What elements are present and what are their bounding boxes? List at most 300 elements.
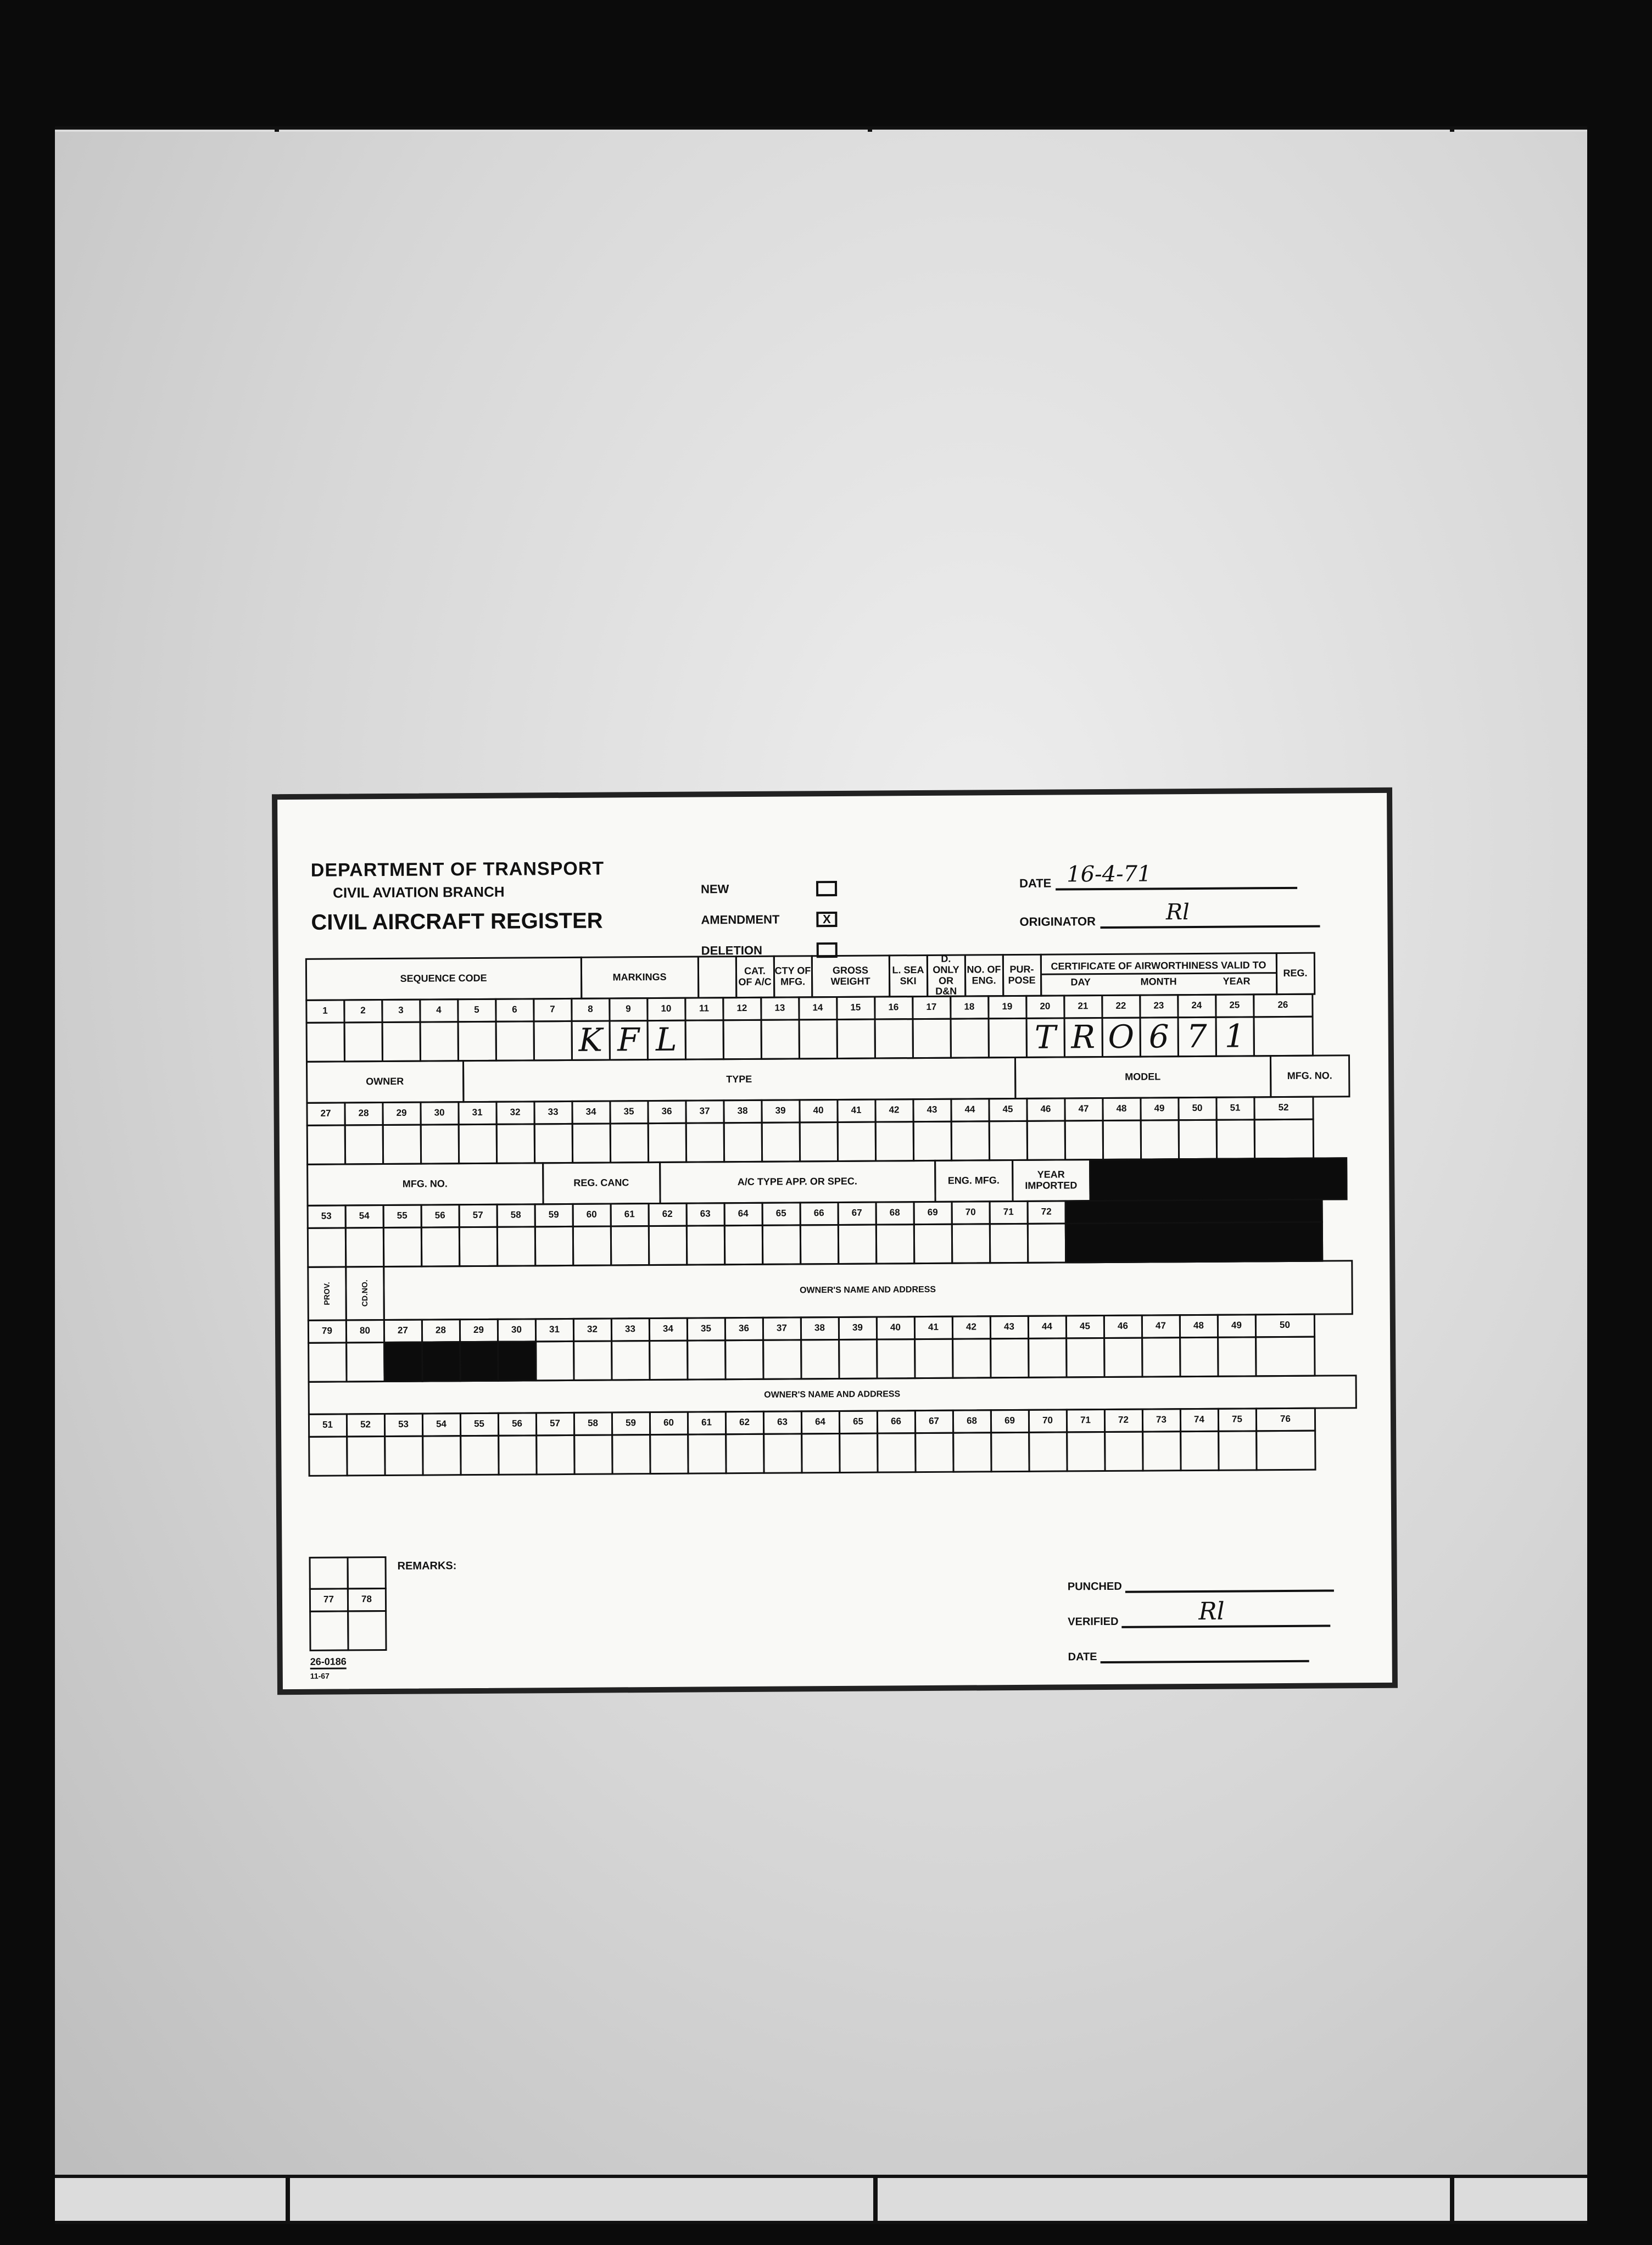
form-number: 26-0186: [310, 1656, 347, 1669]
column-number: 29: [382, 1101, 421, 1125]
cat-header: CAT. OF A/C: [735, 955, 774, 998]
owners-name-address-header-1: OWNER'S NAME AND ADDRESS: [383, 1260, 1353, 1321]
entry-cell[interactable]: [496, 1226, 535, 1266]
entry-cell[interactable]: [952, 1338, 991, 1378]
entry-cell[interactable]: [1064, 1120, 1103, 1160]
column-number: 22: [1101, 994, 1141, 1018]
airworthiness-header: [1040, 952, 1277, 997]
day-header: DAY: [1070, 976, 1091, 988]
d-only-header: D. ONLY OR D&N: [926, 954, 965, 997]
column-number: 21: [1063, 995, 1103, 1019]
entry-cell[interactable]: [495, 1020, 534, 1061]
entry-cell[interactable]: [610, 1225, 649, 1266]
entry-cell[interactable]: [533, 1122, 573, 1163]
entry-cell[interactable]: [306, 1124, 345, 1165]
entry-cell[interactable]: [1179, 1336, 1219, 1377]
column-number: 58: [496, 1203, 535, 1227]
entry-cell[interactable]: O: [1101, 1017, 1141, 1057]
entry-cell[interactable]: [1177, 1119, 1217, 1159]
col-77-number: 77: [309, 1588, 348, 1612]
column-number: 1: [305, 999, 345, 1023]
entry-cell[interactable]: [952, 1432, 992, 1472]
entry-cell[interactable]: [571, 1122, 611, 1163]
year-header: YEAR: [1223, 975, 1251, 987]
punched-line[interactable]: [1125, 1570, 1334, 1593]
entry-cell[interactable]: [1215, 1119, 1255, 1159]
entry-cell[interactable]: [799, 1224, 839, 1264]
entry-cell[interactable]: [723, 1121, 762, 1162]
entry-cell[interactable]: [306, 1227, 346, 1267]
amendment-checkbox[interactable]: [816, 912, 837, 927]
row4-headers: [308, 1260, 1357, 1320]
remarks-values: [310, 1611, 386, 1650]
column-number: 65: [761, 1202, 801, 1226]
entry-cell[interactable]: [1026, 1222, 1066, 1263]
column-number: 71: [1065, 1408, 1105, 1432]
entry-cell[interactable]: [382, 1226, 422, 1267]
column-number: 53: [306, 1204, 346, 1228]
entry-cell[interactable]: K: [571, 1020, 610, 1060]
sequence-code-header: SEQUENCE CODE: [305, 956, 582, 1001]
entry-cell[interactable]: [1253, 1118, 1314, 1159]
entry-cell[interactable]: [1217, 1336, 1257, 1377]
entry-cell[interactable]: [685, 1225, 725, 1265]
entry-cell[interactable]: [877, 1432, 916, 1473]
entry-cell[interactable]: [649, 1433, 689, 1474]
entry-cell[interactable]: [763, 1433, 802, 1473]
entry-cell[interactable]: [420, 1226, 460, 1267]
entry-cell[interactable]: [498, 1434, 537, 1475]
row1-headers: [306, 952, 1355, 1000]
entry-cell[interactable]: [951, 1223, 990, 1264]
date-handwritten: 16-4-71: [1067, 861, 1152, 887]
entry-cell[interactable]: [801, 1432, 840, 1473]
verified-field: [1068, 1591, 1334, 1628]
blacked-out-cell: [497, 1341, 537, 1381]
column-number: 18: [950, 995, 989, 1019]
column-number: 44: [950, 1098, 990, 1122]
column-number: 29: [459, 1318, 498, 1342]
film-frame-bottom-band: [55, 2175, 1587, 2224]
entry-cell[interactable]: [800, 1338, 840, 1379]
amendment-label: AMENDMENT: [701, 912, 780, 927]
column-number: 54: [344, 1204, 384, 1228]
entry-cell[interactable]: [422, 1435, 461, 1476]
entry-cell[interactable]: [836, 1121, 876, 1161]
entry-cell[interactable]: [762, 1339, 802, 1380]
entry-cell[interactable]: [534, 1225, 573, 1266]
column-number: 33: [533, 1100, 573, 1124]
column-number: 14: [798, 996, 838, 1020]
column-number: 27: [383, 1319, 422, 1343]
entry-cell[interactable]: [573, 1340, 612, 1381]
column-number: 68: [875, 1201, 914, 1225]
column-number: 43: [989, 1315, 1029, 1339]
column-number: 66: [876, 1410, 916, 1434]
column-number: 71: [989, 1200, 1028, 1224]
entry-cell[interactable]: [611, 1434, 651, 1475]
new-label: NEW: [701, 882, 729, 896]
amendment-option: [701, 904, 837, 936]
column-number: 61: [687, 1411, 726, 1435]
column-number: 60: [649, 1411, 688, 1435]
column-number: 56: [420, 1204, 460, 1228]
entry-cell[interactable]: [611, 1340, 650, 1381]
entry-cell[interactable]: [1028, 1431, 1068, 1472]
entry-cell[interactable]: [684, 1019, 724, 1060]
bottom-date-label: DATE: [1068, 1651, 1097, 1663]
entry-cell[interactable]: [723, 1224, 763, 1265]
column-number: 49: [1216, 1314, 1256, 1338]
prov-header: PROV.: [307, 1266, 347, 1321]
entry-cell[interactable]: [305, 1021, 345, 1062]
entry-cell[interactable]: [1180, 1430, 1219, 1471]
entry-cell[interactable]: [344, 1124, 383, 1165]
entry-cell[interactable]: [836, 1018, 875, 1059]
card-header: [311, 858, 605, 935]
column-number: 64: [723, 1202, 763, 1226]
column-number: 49: [1140, 1097, 1179, 1121]
entry-cell[interactable]: [913, 1223, 952, 1264]
entry-cell[interactable]: [875, 1224, 914, 1264]
entry-cell[interactable]: [874, 1018, 913, 1059]
column-number: 24: [1177, 993, 1216, 1018]
column-number: 28: [344, 1102, 383, 1126]
model-header: MODEL: [1014, 1055, 1271, 1099]
column-number: 74: [1179, 1408, 1219, 1432]
type-header: TYPE: [462, 1056, 1015, 1102]
entry-cell[interactable]: [685, 1122, 724, 1163]
entry-cell[interactable]: [384, 1435, 423, 1476]
entry-cell[interactable]: [346, 1436, 386, 1476]
column-number: 55: [382, 1204, 422, 1228]
entry-cell[interactable]: 1: [1215, 1016, 1254, 1057]
column-number: 43: [912, 1098, 952, 1122]
form-number-block: [310, 1656, 347, 1680]
column-number: 27: [306, 1102, 345, 1126]
entry-cell[interactable]: [876, 1338, 916, 1379]
column-number: 73: [1141, 1408, 1181, 1432]
entry-cell[interactable]: [989, 1222, 1028, 1263]
column-number: 42: [951, 1315, 991, 1339]
blackout-block-val: [1064, 1221, 1322, 1263]
column-number: 57: [535, 1411, 574, 1436]
originator-field: [1019, 900, 1320, 929]
entry-cell[interactable]: [647, 1122, 687, 1163]
entry-cell[interactable]: [761, 1121, 800, 1162]
entry-cell[interactable]: [495, 1123, 535, 1164]
no-eng-header: NO. OF ENG.: [964, 954, 1003, 997]
entry-cell[interactable]: [725, 1433, 764, 1473]
entry-cell[interactable]: [460, 1434, 499, 1475]
column-number: 46: [1026, 1097, 1065, 1121]
owner-header: OWNER: [305, 1060, 464, 1104]
entry-cell[interactable]: [722, 1019, 762, 1059]
entry-cell[interactable]: [420, 1124, 459, 1164]
column-number: 40: [799, 1098, 838, 1122]
month-header: MONTH: [1140, 976, 1177, 987]
entry-cell[interactable]: [950, 1018, 989, 1058]
sea-ski-header: L. SEA SKI: [888, 954, 928, 997]
register-card: [272, 788, 1398, 1695]
entry-cell[interactable]: [1255, 1336, 1315, 1377]
entry-cell[interactable]: [1253, 1015, 1313, 1057]
punched-label: PUNCHED: [1067, 1580, 1122, 1593]
entry-cell[interactable]: [1102, 1119, 1141, 1160]
column-number: 37: [685, 1099, 724, 1124]
row5-values: [309, 1430, 1358, 1476]
column-number: 55: [459, 1412, 499, 1436]
entry-cell[interactable]: [1218, 1430, 1257, 1471]
col-78-value[interactable]: [347, 1610, 387, 1650]
blacked-out-cell: [421, 1341, 461, 1382]
entry-cell[interactable]: [687, 1339, 726, 1380]
column-number: 59: [534, 1203, 573, 1227]
column-number: 9: [609, 997, 648, 1021]
column-number: 32: [572, 1317, 612, 1342]
entry-cell[interactable]: [1142, 1431, 1181, 1471]
entry-cell[interactable]: [874, 1121, 914, 1161]
entry-cell[interactable]: [572, 1225, 611, 1266]
entry-cell[interactable]: [649, 1339, 688, 1380]
entry-cell[interactable]: [343, 1021, 383, 1062]
mfg-no-header: MFG. NO.: [1269, 1054, 1349, 1098]
ac-type-app-header: A/C TYPE APP. OR SPEC.: [659, 1159, 936, 1204]
entry-cell[interactable]: [912, 1018, 951, 1058]
column-number: 61: [610, 1203, 649, 1227]
column-number: 31: [534, 1317, 574, 1342]
column-number: 52: [1253, 1096, 1314, 1120]
column-number: 62: [648, 1202, 687, 1226]
column-number: 36: [724, 1316, 763, 1341]
remarks-numbers: [310, 1588, 386, 1611]
cty-header: CTY OF MFG.: [773, 955, 812, 998]
column-number: 68: [952, 1409, 991, 1433]
entry-cell[interactable]: [798, 1018, 838, 1059]
column-number: 50: [1177, 1096, 1217, 1120]
column-number: 47: [1141, 1314, 1180, 1338]
column-number: 63: [762, 1410, 802, 1434]
entry-cell[interactable]: [458, 1226, 498, 1266]
column-number: 38: [800, 1316, 839, 1340]
column-number: 31: [457, 1101, 497, 1125]
entry-cell[interactable]: [839, 1432, 878, 1473]
entry-cell[interactable]: [457, 1123, 497, 1164]
entry-cell[interactable]: R: [1063, 1017, 1103, 1058]
entry-cell[interactable]: L: [646, 1019, 686, 1060]
entry-cell[interactable]: [308, 1436, 348, 1476]
column-number: 72: [1103, 1408, 1143, 1432]
column-number: 63: [685, 1202, 725, 1226]
entry-cell[interactable]: [687, 1433, 727, 1474]
entry-cell[interactable]: [760, 1019, 800, 1059]
column-number: 23: [1139, 994, 1179, 1018]
purpose-header: PUR- POSE: [1002, 953, 1041, 996]
bottom-date-line[interactable]: [1100, 1640, 1309, 1663]
entry-cell[interactable]: T: [1025, 1017, 1065, 1058]
blacked-out-cell: [383, 1341, 423, 1382]
column-number: 37: [762, 1316, 801, 1341]
new-option: [701, 873, 837, 905]
verification-block: [1068, 1556, 1335, 1663]
column-number: 33: [610, 1317, 650, 1342]
column-number: 60: [572, 1203, 611, 1227]
entry-cell[interactable]: [382, 1124, 421, 1164]
remarks-top-blank: [309, 1557, 385, 1589]
column-number: 59: [611, 1411, 650, 1436]
entry-cell[interactable]: [988, 1120, 1028, 1160]
row2-headers: [306, 1055, 1355, 1103]
column-number: 30: [496, 1318, 536, 1342]
column-number: 19: [987, 995, 1027, 1019]
entry-cell[interactable]: [838, 1338, 878, 1379]
entry-cell[interactable]: [912, 1120, 952, 1161]
entry-cell[interactable]: [609, 1122, 649, 1163]
punched-field: [1068, 1556, 1334, 1593]
verified-label: VERIFIED: [1068, 1615, 1119, 1628]
bottom-date-field: [1068, 1627, 1334, 1663]
cd-no-header: CD.NO.: [345, 1266, 385, 1321]
originator-handwritten: Rl: [1165, 900, 1190, 925]
entry-cell[interactable]: [950, 1120, 990, 1161]
column-number: 45: [988, 1097, 1028, 1121]
register-grid: [306, 952, 1358, 1476]
column-number: 35: [609, 1100, 649, 1124]
originator-label: ORIGINATOR: [1019, 914, 1096, 929]
verified-handwritten: Rl: [1198, 1597, 1225, 1626]
entry-cell[interactable]: [1065, 1337, 1105, 1378]
column-number: 2: [343, 999, 383, 1023]
entry-cell[interactable]: [648, 1225, 687, 1265]
entry-cell[interactable]: [1028, 1337, 1067, 1378]
entry-cell[interactable]: [1140, 1119, 1179, 1160]
column-number: 47: [1064, 1097, 1103, 1121]
column-number: 76: [1255, 1407, 1315, 1432]
column-number: 34: [571, 1100, 611, 1124]
column-number: 5: [457, 998, 496, 1022]
column-number: 4: [419, 998, 459, 1023]
remarks-blank-78[interactable]: [347, 1556, 386, 1589]
column-number: 15: [836, 996, 875, 1020]
column-number: 72: [1026, 1200, 1066, 1224]
entry-cell[interactable]: [799, 1121, 838, 1161]
column-number: 40: [875, 1316, 915, 1340]
column-number: 11: [684, 997, 724, 1021]
remarks-blank-77[interactable]: [309, 1556, 348, 1589]
entry-cell[interactable]: [914, 1338, 953, 1378]
column-number: 48: [1179, 1314, 1218, 1338]
column-number: 44: [1027, 1315, 1067, 1339]
column-number: 7: [533, 997, 572, 1021]
department-title: DEPARTMENT OF TRANSPORT: [310, 858, 605, 881]
entry-cell[interactable]: [990, 1431, 1030, 1472]
entry-cell[interactable]: [1141, 1337, 1181, 1377]
entry-cell[interactable]: F: [609, 1020, 648, 1060]
column-number: 41: [836, 1098, 876, 1122]
column-number: 56: [497, 1412, 537, 1436]
entry-cell[interactable]: [344, 1227, 384, 1267]
entry-type-checkboxes: [701, 873, 838, 967]
column-number: 20: [1025, 995, 1065, 1019]
column-number: 62: [724, 1410, 764, 1434]
entry-cell[interactable]: 6: [1139, 1017, 1179, 1057]
entry-cell[interactable]: [1103, 1337, 1143, 1377]
column-number: 69: [990, 1409, 1029, 1433]
column-number: 57: [458, 1203, 498, 1227]
form-date: 11-67: [310, 1671, 330, 1680]
entry-cell[interactable]: [1066, 1431, 1106, 1471]
entry-cell[interactable]: [837, 1224, 877, 1264]
date-field: [1019, 861, 1298, 891]
entry-cell[interactable]: [533, 1020, 572, 1060]
entry-cell[interactable]: [914, 1432, 954, 1472]
column-number: 46: [1103, 1314, 1142, 1338]
row3-headers: [307, 1158, 1356, 1205]
column-number: 10: [646, 997, 686, 1021]
column-number: 65: [838, 1410, 878, 1434]
column-number: 50: [1254, 1313, 1315, 1338]
date-line[interactable]: [1056, 861, 1297, 891]
entry-cell[interactable]: [419, 1021, 459, 1062]
column-number: 69: [913, 1200, 952, 1225]
entry-cell[interactable]: [535, 1434, 575, 1475]
entry-cell[interactable]: [1104, 1431, 1143, 1471]
blackout-block: [1089, 1157, 1347, 1202]
column-number: 45: [1065, 1315, 1104, 1339]
column-number: 42: [874, 1098, 914, 1122]
remarks-section: [309, 1557, 457, 1650]
year-imported-header: YEAR IMPORTED: [1012, 1159, 1091, 1202]
column-number: 51: [308, 1413, 347, 1437]
entry-cell[interactable]: [573, 1434, 613, 1475]
entry-cell[interactable]: [990, 1337, 1029, 1378]
col-77-value[interactable]: [309, 1610, 349, 1651]
new-checkbox[interactable]: [816, 881, 837, 896]
amendment-checkmark: X: [822, 912, 831, 926]
col11-header: [697, 956, 736, 998]
entry-cell[interactable]: [1026, 1120, 1065, 1160]
airworthiness-title: CERTIFICATE OF AIRWORTHINESS VALID TO: [1041, 960, 1275, 975]
airworthiness-subheaders: [1042, 974, 1276, 988]
entry-cell[interactable]: [345, 1342, 385, 1382]
column-number: 64: [800, 1410, 840, 1434]
column-number: 36: [647, 1099, 687, 1124]
column-number: 35: [686, 1317, 725, 1341]
reg-canc-header: REG. CANC: [542, 1161, 661, 1204]
entry-cell[interactable]: [535, 1340, 574, 1381]
column-number: 16: [874, 996, 913, 1020]
column-number: 38: [723, 1099, 762, 1123]
remarks-label: REMARKS:: [397, 1560, 457, 1572]
column-number: 41: [913, 1315, 953, 1339]
entry-cell[interactable]: 7: [1177, 1016, 1216, 1057]
column-number: 25: [1215, 993, 1254, 1018]
entry-cell[interactable]: [724, 1339, 764, 1380]
entry-cell[interactable]: [987, 1017, 1027, 1058]
entry-cell[interactable]: [1255, 1429, 1316, 1471]
date-label: DATE: [1019, 876, 1052, 890]
originator-line[interactable]: [1100, 900, 1320, 929]
column-number: 39: [838, 1316, 877, 1340]
column-number: 70: [951, 1200, 990, 1225]
entry-cell[interactable]: [457, 1020, 496, 1061]
entry-cell[interactable]: [308, 1342, 347, 1382]
column-number: 52: [345, 1413, 385, 1437]
column-number: 75: [1217, 1408, 1257, 1432]
entry-cell[interactable]: [381, 1021, 421, 1062]
verified-line[interactable]: [1121, 1597, 1330, 1628]
entry-cell[interactable]: [761, 1224, 801, 1265]
